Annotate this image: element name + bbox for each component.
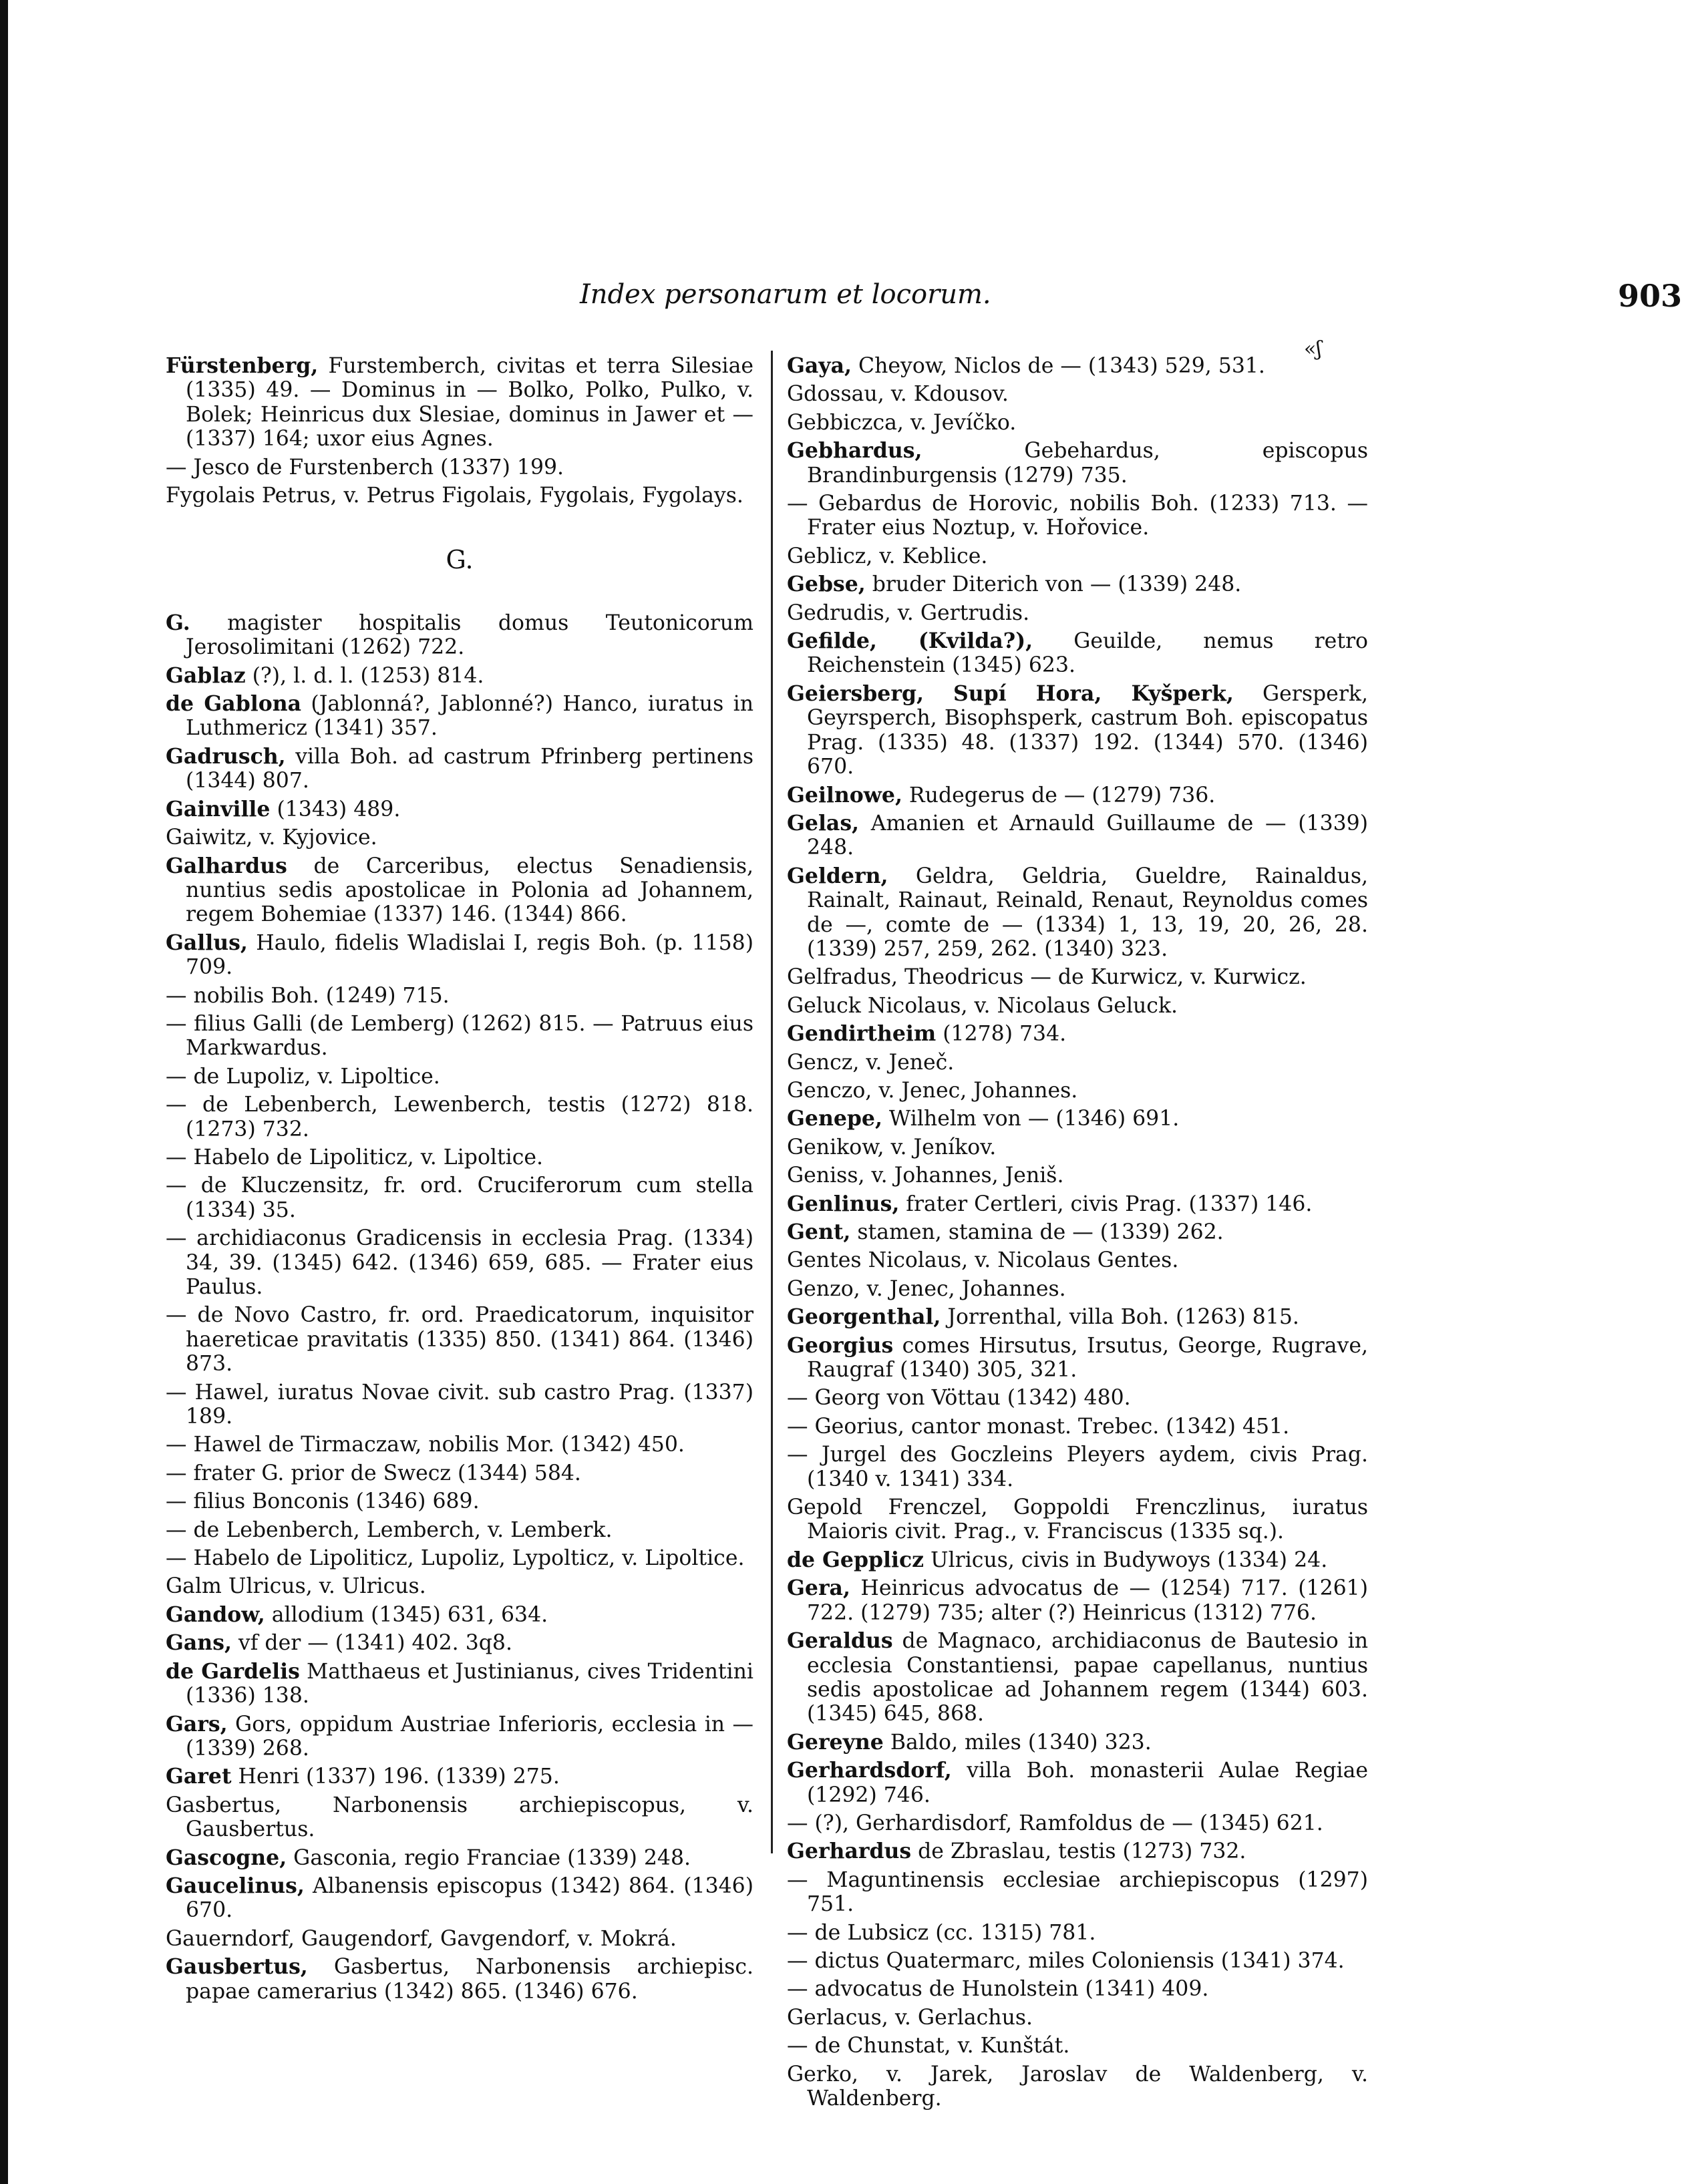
column-rule xyxy=(771,351,773,1853)
index-entry xyxy=(166,1433,753,1457)
index-entry xyxy=(166,1846,753,1870)
index-entry xyxy=(166,1927,753,1951)
index-entry xyxy=(787,811,1368,860)
entry-text: frater Certleri, civis Prag. (1337) 146. xyxy=(899,1192,1313,1216)
entry-headword: Galhardus xyxy=(166,853,287,878)
index-entry xyxy=(166,1489,753,1513)
index-entry xyxy=(166,1065,753,1089)
entry-text: — de Kluczensitz, fr. ord. Cruciferorum cum stella (1334) 35. xyxy=(166,1173,753,1222)
index-entry xyxy=(787,2034,1368,2058)
index-entry xyxy=(787,1386,1368,1410)
index-entry xyxy=(166,1574,753,1598)
index-entry xyxy=(787,1220,1368,1244)
entry-headword: Gebhardus, xyxy=(787,438,922,464)
entry-headword: Geilnowe, xyxy=(787,782,902,807)
entry-text: Genikow, v. Jeníkov. xyxy=(787,1135,997,1159)
index-entry xyxy=(787,1192,1368,1216)
index-entry xyxy=(787,1576,1368,1625)
index-entry xyxy=(166,984,753,1008)
index-entry xyxy=(787,1921,1368,1945)
entry-text: Gdossau, v. Kdousov. xyxy=(787,382,1009,407)
entry-text: Heinricus advocatus de — (1254) 717. (1261) 722. (1279) 735; alter (?) Heinricus (1312) 776. xyxy=(807,1576,1368,1625)
index-entry xyxy=(787,544,1368,568)
index-entry xyxy=(787,1248,1368,1272)
index-entry xyxy=(166,1546,753,1570)
index-entry xyxy=(166,1173,753,1222)
entry-text: Cheyow, Niclos de — (1343) 529, 531. xyxy=(852,354,1265,378)
entry-headword: de Gablona xyxy=(166,691,302,717)
index-entry xyxy=(787,411,1368,435)
index-entry xyxy=(166,1765,753,1789)
entry-text: — Hawel de Tirmaczaw, nobilis Mor. (1342) 450. xyxy=(166,1433,685,1457)
entry-text: (Jablonná?, Jablonné?) Hanco, iuratus in Luthmericz (1341) 357. xyxy=(186,692,753,741)
left-column xyxy=(166,354,753,2008)
entry-text: (1278) 734. xyxy=(936,1022,1067,1047)
index-entry xyxy=(787,354,1368,378)
index-entry xyxy=(787,1949,1368,1973)
index-entry xyxy=(787,1415,1368,1439)
index-entry xyxy=(787,1334,1368,1383)
entry-headword: Gent, xyxy=(787,1220,851,1244)
entry-text: Matthaeus et Justinianus, cives Tridentini (1336) 138. xyxy=(186,1659,753,1708)
index-entry xyxy=(166,797,753,822)
index-entry xyxy=(787,601,1368,625)
entry-text: Wilhelm von — (1346) 691. xyxy=(882,1107,1180,1131)
entry-headword: Gelas, xyxy=(787,810,860,836)
index-entry xyxy=(166,354,753,451)
entry-text: Gors, oppidum Austriae Inferioris, ecclesia in — (1339) 268. xyxy=(186,1712,753,1761)
index-entry xyxy=(166,1518,753,1542)
marginal-note: «ʃ xyxy=(1304,337,1322,361)
entry-headword: Gera, xyxy=(787,1576,850,1601)
index-entry xyxy=(166,1381,753,1429)
entry-text: Galm Ulricus, v. Ulricus. xyxy=(166,1574,426,1599)
index-entry xyxy=(166,1660,753,1708)
entry-text: de Zbraslau, testis (1273) 732. xyxy=(911,1839,1246,1864)
entry-text: — Jesco de Furstenberch (1337) 199. xyxy=(166,455,564,480)
page-number: 903 xyxy=(1617,278,1682,314)
entry-headword: Gerhardus xyxy=(787,1839,912,1864)
index-entry xyxy=(787,783,1368,807)
index-entry xyxy=(166,1145,753,1169)
index-entry xyxy=(166,1712,753,1761)
entry-text: Gerko, v. Jarek, Jaroslav de Waldenberg, v. Waldenberg. xyxy=(787,2062,1368,2111)
entry-text: — de Lupoliz, v. Lipoltice. xyxy=(166,1064,440,1089)
index-entry xyxy=(166,1303,753,1376)
entry-headword: Gablaz xyxy=(166,663,246,688)
index-entry xyxy=(787,572,1368,596)
entry-text: — archidiaconus Gradicensis in ecclesia Prag. (1334) 34, 39. (1345) 642. (1346) 659, 685. — Frater eius Paulus. xyxy=(166,1226,753,1299)
index-entry xyxy=(787,2006,1368,2030)
entry-headword: Gendirtheim xyxy=(787,1021,937,1047)
index-entry xyxy=(166,1793,753,1842)
index-entry xyxy=(166,854,753,927)
index-entry xyxy=(787,1759,1368,1807)
entry-text: — filius Bonconis (1346) 689. xyxy=(166,1489,480,1514)
entry-text: — filius Galli (de Lemberg) (1262) 815. — Patruus eius Markwardus. xyxy=(166,1011,753,1061)
entry-headword: Garet xyxy=(166,1764,232,1789)
entry-text: Henri (1337) 196. (1339) 275. xyxy=(231,1765,560,1789)
entry-text: — frater G. prior de Swecz (1344) 584. xyxy=(166,1461,581,1485)
entry-text: — advocatus de Hunolstein (1341) 409. xyxy=(787,1977,1209,2002)
index-entry xyxy=(166,1631,753,1655)
index-entry xyxy=(787,1731,1368,1755)
entry-text: magister hospitalis domus Teutonicorum Jerosolimitani (1262) 722. xyxy=(186,610,753,660)
index-entry xyxy=(787,682,1368,779)
entry-headword: Gefilde, (Kvilda?), xyxy=(787,628,1033,654)
entry-headword: Gascogne, xyxy=(166,1845,287,1870)
entry-text: — Georg von Vöttau (1342) 480. xyxy=(787,1386,1131,1411)
index-entry xyxy=(166,1874,753,1923)
entry-text: Furstemberch, civitas et terra Silesiae (1335) 49. — Dominus in — Bolko, Polko, Pulko, v. Bolek; Heinricus dux Slesiae, dominus in Jawer et — (1337) 164; uxor eius Agnes. xyxy=(186,354,753,451)
entry-headword: Gadrusch, xyxy=(166,743,286,769)
entry-headword: de Gepplicz xyxy=(787,1547,924,1572)
entry-text: — de Chunstat, v. Kunštát. xyxy=(787,2034,1070,2058)
entry-headword: Gausbertus, xyxy=(166,1954,308,1980)
index-entry xyxy=(166,745,753,793)
entry-text: de Carceribus, electus Senadiensis, nuntius sedis apostolicae in Polonia ad Johannem, regem Bohemiae (1337) 146. (1344) 866. xyxy=(186,854,753,927)
entry-text: — de Novo Castro, fr. ord. Praedicatorum, inquisitor haereticae pravitatis (1335) 850. (1341) 864. (1346) 873. xyxy=(166,1303,753,1377)
entry-text: Gasbertus, Narbonensis archiepisc. papae camerarius (1342) 865. (1346) 676. xyxy=(186,1955,753,2004)
right-column xyxy=(787,354,1368,2115)
entry-text: — Maguntinensis ecclesiae archiepiscopus (1297) 751. xyxy=(787,1867,1368,1917)
entry-text: — Gebardus de Horovic, nobilis Boh. (1233) 713. — Frater eius Noztup, v. Hořovice. xyxy=(787,492,1368,540)
entry-text: Albanensis episcopus (1342) 864. (1346) 670. xyxy=(186,1873,753,1923)
index-entry xyxy=(787,629,1368,678)
entry-text: Gersperk, Geyrsperch, Bisophsperk, castrum Boh. episcopatus Prag. (1335) 48. (1337) 192. (1344) 570. (1346) 670. xyxy=(807,681,1368,779)
entry-text: Rudegerus de — (1279) 736. xyxy=(902,783,1216,807)
index-entry xyxy=(166,692,753,741)
entry-text: Gentes Nicolaus, v. Nicolaus Gentes. xyxy=(787,1248,1179,1273)
entry-text: (1343) 489. xyxy=(270,797,401,822)
entry-text: — de Lebenberch, Lemberch, v. Lemberk. xyxy=(166,1517,613,1542)
entry-text: allodium (1345) 631, 634. xyxy=(265,1602,548,1627)
entry-headword: Gereyne xyxy=(787,1729,884,1755)
entry-headword: Gars, xyxy=(166,1711,228,1737)
index-entry xyxy=(166,1955,753,2004)
index-entry xyxy=(787,1548,1368,1572)
entry-text: Geuilde, nemus retro Reichenstein (1345) 623. xyxy=(807,629,1368,678)
entry-text: Gerlacus, v. Gerlachus. xyxy=(787,2005,1033,2030)
index-entry xyxy=(787,965,1368,989)
entry-text: Geblicz, v. Keblice. xyxy=(787,544,988,568)
index-entry xyxy=(787,439,1368,488)
index-entry xyxy=(166,931,753,980)
index-entry xyxy=(787,994,1368,1018)
entry-text: vf der — (1341) 402. 3q8. xyxy=(231,1631,512,1656)
entry-headword: Gebse, xyxy=(787,572,866,597)
entry-text: comes Hirsutus, Irsutus, George, Rugrave, Raugraf (1340) 305, 321. xyxy=(807,1333,1368,1383)
entry-text: de Magnaco, archidiaconus de Bautesio in ecclesia Constantiensi, papae capellanus, nuntius sedis apostolicae ad Johannem regem (1344) 603. (1345) 645, 868. xyxy=(807,1629,1368,1726)
entry-text: Gencz, v. Jeneč. xyxy=(787,1050,955,1075)
entry-headword: Geraldus xyxy=(787,1628,893,1654)
entry-headword: Geiersberg, Supí Hora, Kyšperk, xyxy=(787,681,1234,706)
index-entry xyxy=(787,1022,1368,1046)
entry-text: — Hawel, iuratus Novae civit. sub castro Prag. (1337) 189. xyxy=(166,1380,753,1429)
index-entry xyxy=(787,1305,1368,1329)
index-entry xyxy=(787,1079,1368,1103)
entry-text: Gaiwitz, v. Kyjovice. xyxy=(166,826,377,850)
index-entry xyxy=(787,1443,1368,1491)
entry-text: Jorrenthal, villa Boh. (1263) 815. xyxy=(941,1305,1299,1330)
entry-headword: Gaucelinus, xyxy=(166,1873,305,1898)
section-letter: G. xyxy=(446,545,474,575)
index-entry xyxy=(787,1629,1368,1726)
index-entry xyxy=(787,1051,1368,1075)
entry-text: — dictus Quatermarc, miles Coloniensis (1341) 374. xyxy=(787,1948,1345,1973)
entry-headword: Genlinus, xyxy=(787,1191,900,1216)
index-entry xyxy=(787,1135,1368,1159)
index-entry xyxy=(787,1868,1368,1917)
index-entry xyxy=(787,864,1368,962)
entry-headword: Gainville xyxy=(166,796,271,822)
index-entry xyxy=(166,1012,753,1061)
entry-headword: Georgenthal, xyxy=(787,1304,941,1330)
entry-text: Geluck Nicolaus, v. Nicolaus Geluck. xyxy=(787,993,1178,1018)
index-entry xyxy=(787,1495,1368,1544)
entry-text: Gepold Frenczel, Goppoldi Frenczlinus, iuratus Maioris civit. Prag., v. Franciscus (1335 sq.). xyxy=(787,1495,1368,1544)
entry-text: Genzo, v. Jenec, Johannes. xyxy=(787,1276,1066,1301)
running-header xyxy=(167,278,1682,319)
index-entry xyxy=(166,664,753,688)
entry-headword: Geldern, xyxy=(787,863,888,888)
entry-text: — Jurgel des Goczleins Pleyers aydem, civis Prag. (1340 v. 1341) 334. xyxy=(787,1443,1368,1491)
index-entry xyxy=(787,492,1368,540)
index-entry xyxy=(166,826,753,850)
index-entry xyxy=(787,1277,1368,1301)
entry-text: — (?), Gerhardisdorf, Ramfoldus de — (1345) 621. xyxy=(787,1811,1323,1835)
entry-text: — de Lebenberch, Lewenberch, testis (1272) 818. (1273) 732. xyxy=(166,1093,753,1141)
entry-headword: Gallus, xyxy=(166,930,248,955)
entry-text: — de Lubsicz (cc. 1315) 781. xyxy=(787,1920,1096,1945)
entry-text: Gasconia, regio Franciae (1339) 248. xyxy=(287,1845,691,1870)
entry-headword: Gaya, xyxy=(787,353,852,378)
header-title: Index personarum et locorum. xyxy=(580,279,991,310)
page-edge xyxy=(0,0,8,2184)
entry-headword: Gandow, xyxy=(166,1602,265,1627)
index-entry xyxy=(166,1461,753,1485)
entry-text: (?), l. d. l. (1253) 814. xyxy=(245,663,484,688)
entry-text: Ulricus, civis in Budywoys (1334) 24. xyxy=(924,1548,1328,1572)
entry-text: Amanien et Arnauld Guillaume de — (1339) 248. xyxy=(807,811,1368,860)
entry-text: — Habelo de Lipoliticz, v. Lipoltice. xyxy=(166,1145,544,1169)
index-entry xyxy=(166,456,753,480)
entry-headword: Gerhardsdorf, xyxy=(787,1758,952,1783)
entry-text: — Georius, cantor monast. Trebec. (1342) 451. xyxy=(787,1414,1290,1439)
index-entry xyxy=(166,1226,753,1299)
index-entry xyxy=(166,1093,753,1141)
entry-headword: Genepe, xyxy=(787,1106,882,1131)
entry-text: villa Boh. monasterii Aulae Regiae (1292) 746. xyxy=(807,1759,1368,1807)
index-entry xyxy=(166,1603,753,1627)
entry-text: villa Boh. ad castrum Pfrinberg pertinens (1344) 807. xyxy=(186,744,753,793)
index-entry xyxy=(166,611,753,660)
entry-text: Geniss, v. Johannes, Jeniš. xyxy=(787,1163,1064,1188)
entry-text: Gelfradus, Theodricus — de Kurwicz, v. Kurwicz. xyxy=(787,965,1307,990)
index-entry xyxy=(166,484,753,508)
entry-text: Haulo, fidelis Wladislai I, regis Boh. (p. 1158) 709. xyxy=(186,930,753,980)
entry-headword: de Gardelis xyxy=(166,1658,300,1684)
index-entry xyxy=(787,1811,1368,1835)
entry-headword: Georgius xyxy=(787,1332,894,1358)
entry-text: — Habelo de Lipoliticz, Lupoliz, Lypolticz, v. Lipoltice. xyxy=(166,1546,745,1571)
index-entry xyxy=(787,382,1368,406)
index-entry xyxy=(787,1839,1368,1863)
entry-text: Gebbiczca, v. Jevíčko. xyxy=(787,410,1017,435)
entry-text: bruder Diterich von — (1339) 248. xyxy=(865,572,1242,597)
index-entry xyxy=(787,1977,1368,2001)
entry-text: Gedrudis, v. Gertrudis. xyxy=(787,600,1030,625)
entry-text: — nobilis Boh. (1249) 715. xyxy=(166,983,450,1008)
index-entry xyxy=(787,1163,1368,1188)
entry-text: Gauerndorf, Gaugendorf, Gavgendorf, v. Mokrá. xyxy=(166,1926,677,1951)
entry-headword: Gans, xyxy=(166,1630,232,1656)
index-entry xyxy=(787,1107,1368,1131)
entry-text: stamen, stamina de — (1339) 262. xyxy=(850,1220,1224,1244)
entry-text: Genczo, v. Jenec, Johannes. xyxy=(787,1078,1078,1103)
entry-text: Geldra, Geldria, Gueldre, Rainaldus, Rainalt, Rainaut, Reinald, Renaut, Reynoldus comes de —, comte de — (1334) 1, 13, 19, 20, 26, 28. (1339) 257, 259, 262. (1340) 323. xyxy=(807,864,1368,961)
entry-headword: Fürstenberg, xyxy=(166,353,319,378)
entry-text: Baldo, miles (1340) 323. xyxy=(883,1730,1152,1755)
entry-text: Gasbertus, Narbonensis archiepiscopus, v. Gausbertus. xyxy=(166,1793,753,1842)
entry-headword: G. xyxy=(166,610,190,635)
entry-text: Fygolais Petrus, v. Petrus Figolais, Fygolais, Fygolays. xyxy=(166,484,743,508)
entry-text: Gebehardus, episcopus Brandinburgensis (1279) 735. xyxy=(807,439,1368,488)
index-entry xyxy=(787,2062,1368,2111)
